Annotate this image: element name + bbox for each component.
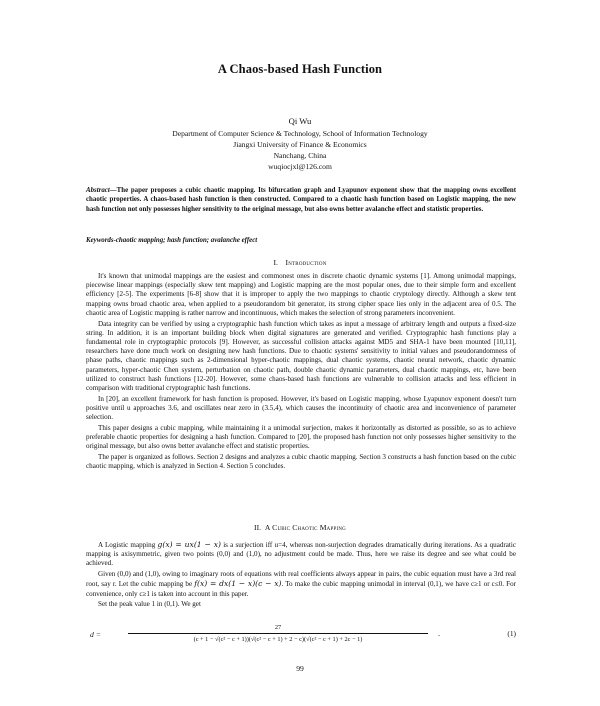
paragraph-text: . To make the cubic mapping unimodal in interval (0,1), we have c≥1 or c≤0. For convenience, only c≥1 is taken into account in this paper. (86, 580, 516, 598)
affiliation-block (0, 128, 600, 172)
equation-tail: . (438, 629, 440, 638)
cubic-equation: f(x) = dx(1 − x)(c − x) (194, 579, 282, 589)
paragraph: In [20], an excellent framework for hash function is proposed. However, it's based on Logistic mapping, whose Lyapunov exponent doesn't turn positive until u approaches 3.6, and oscillates near zero in (3.5,4), which causes the incontinuity of chaotic area and inconvenience of parameter selection. (86, 394, 516, 422)
section-number: I. (273, 258, 278, 267)
introduction-body (86, 272, 516, 473)
equation-numerator: 27 (274, 624, 282, 631)
paper-title: A Chaos-based Hash Function (217, 62, 383, 76)
affiliation-city: Nanchang, China (273, 151, 327, 160)
page-number: 99 (296, 664, 304, 673)
section-heading-cubic-mapping (0, 523, 600, 532)
section-number: II. (254, 523, 262, 532)
paragraph-text: Given (0,0) and (1,0), owing to imaginary roots of equations with real coefficients always appear in pairs, the cubic equation must have a 3rd real root, say r. Let the cubic mapping be (86, 570, 516, 589)
paragraph: This paper designs a cubic mapping, while maintaining it a unimodal surjection, makes it horizontally as distorted as possible, so as to achieve preferable chaotic properties for designing a hash function. Compared to [20], the proposed hash function not only possesses higher sensitivity to the original message, but also owns better avalanche effect and statistic properties. (86, 423, 516, 451)
paragraph: It's known that unimodal mappings are the easiest and commonest ones in discrete chaotic dynamic systems [1]. Among unimodal mappings, piecewise linear mappings (especially skew tent mapping) and Logistic mapping are the most popular ones, due to their simple form and excellent efficiency [2-5]. The experiments [6-8] show that it is improper to apply the two mappings to chaotic cryptology directly. Although a skew tent mapping owns broad chaotic area, when applied to a pseudorandom bit generator, its strong cipher space lies only in the adjacent area of 0.5. The chaotic area of Logistic mapping is rather narrow and incontinuous, which makes the selection of strong parameters inconvenient. (86, 272, 516, 317)
section-heading-introduction (0, 258, 600, 267)
abstract-text: The paper proposes a cubic chaotic mapping. Its bifurcation graph and Lyapunov exponent show that the mapping owns excellent chaotic properties. A chaos-based hash function is then constructed. Compared to a chaotic hash function based on Logistic mapping, the new hash function not only possesses higher sensitivity to the original message, but also owns better avalanche effect and statistic properties. (86, 187, 516, 213)
author-name: Qi Wu (288, 116, 312, 126)
affiliation-university: Jiangxi University of Finance & Economics (233, 140, 367, 149)
paragraph-text: A Logistic mapping (98, 541, 156, 549)
equation-number: (1) (507, 629, 516, 638)
section-title: Introduction (285, 258, 327, 267)
cubic-mapping-body (86, 540, 516, 611)
paragraph: Data integrity can be verified by using a cryptographic hash function which takes as input a message of arbitrary length and outputs a fixed-size string. In addition, it is an important building block when digital signatures are generated and verified. Cryptographic hash functions play a fundamental role in cryptographic protocols [9]. However, as successful collision attacks against MD5 and SHA-1 have been mounted [10,11], researchers have done much work on designing new hash functions. Due to chaotic systems' sensitivity to initial values and pseudorandomness of phase paths, chaotic mappings such as 2-dimensional hyper-chaotic mappings, dual chaotic systems, chaotic neural network, chaotic dynamic parameters, hyper-chaotic Chen system, perturbation on chaotic path, double chaotic dynamic parameters, dual chaotic mappings, etc, have been utilized to construct hash functions [12-20]. However, some chaos-based hash functions are vulnerable to collision attacks and less efficient in comparison with traditional cryptographic hash functions. (86, 319, 516, 392)
equation-1 (86, 623, 516, 649)
paragraph (86, 570, 516, 599)
equation-denominator: (c + 1 − √(c² − c + 1))(√(c² − c + 1) + 2 − c)(√(c² − c + 1) + 2c − 1) (193, 636, 363, 643)
equation-fraction (128, 623, 428, 644)
equation-lhs: d = (90, 630, 101, 639)
fraction-bar (128, 633, 428, 634)
paragraph: Set the peak value 1 in (0,1). We get (98, 600, 201, 609)
paragraph: The paper is organized as follows. Section 2 designs and analyzes a cubic chaotic mapping. Section 3 constructs a hash function based on the cubic chaotic mapping, which is analyzed in Section 4. Section 5 concludes. (86, 452, 516, 471)
paragraph-text: is a surjection iff u=4, whereas non-surjection degrades dramatically during iterations. As a quadratic mapping is axisymmetric, given two points (0,0) and (1,0), no adjustment could be made. Thus, here we raise its degree and see what could be achieved. (86, 541, 516, 568)
affiliation-department: Department of Computer Science & Technology, School of Information Technology (172, 129, 428, 138)
affiliation-email: wuqiocjxl@126.com (268, 162, 332, 171)
abstract-label: Abstract— (86, 187, 117, 194)
paragraph (86, 540, 516, 569)
abstract (86, 186, 516, 214)
keywords: Keywords-chaotic mapping; hash function; avalanche effect (86, 237, 258, 244)
logistic-equation: g(x) = ux(1 − x) (157, 540, 221, 549)
section-title: A Cubic Chaotic Mapping (264, 523, 346, 532)
